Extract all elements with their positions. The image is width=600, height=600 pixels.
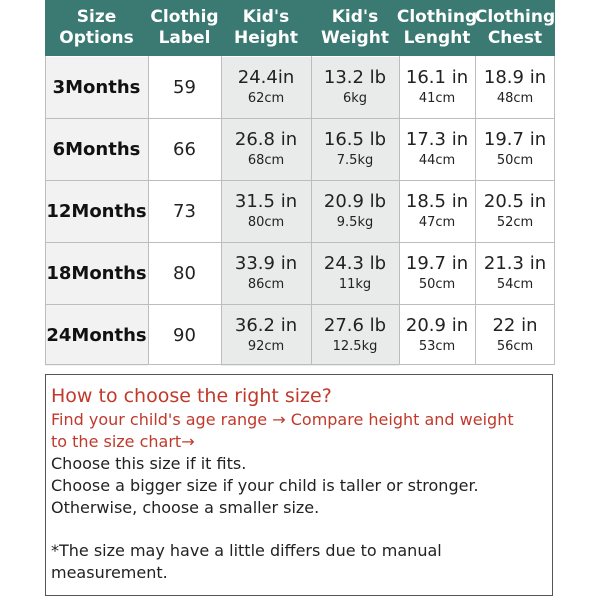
header-clothing-length: Clothing Lenght [396,7,478,48]
table-row [45,57,555,119]
notes-disclaimer: *The size may have a little differs due to manual [51,541,442,560]
height-value: 36.2 in 92cm [221,305,311,366]
size-guide-notes [45,374,553,596]
header-clothing-label: Clothig Label [150,7,219,48]
length-value: 17.3 in 44cm [399,119,475,180]
grid-line [45,118,555,119]
table-row [45,243,555,305]
grid-line [399,56,400,364]
table-row [45,305,555,367]
grid-line [45,242,555,243]
clothing-label-value: 66 [148,119,221,180]
grid-line [45,180,555,181]
chest-value: 22 in 56cm [475,305,555,366]
weight-value: 13.2 lb 6kg [311,57,399,118]
notes-line: Choose a bigger size if your child is taller or stronger. [51,476,479,495]
grid-line [475,56,476,364]
grid-line [45,304,555,305]
weight-value: 16.5 lb 7.5kg [311,119,399,180]
size-option: 3Months [45,57,148,118]
size-option: 12Months [45,181,148,242]
clothing-label-value: 73 [148,181,221,242]
length-value: 18.5 in 47cm [399,181,475,242]
notes-title: How to choose the right size? [51,385,332,407]
chest-value: 21.3 in 54cm [475,243,555,304]
height-value: 24.4in 62cm [221,57,311,118]
notes-line: Otherwise, choose a smaller size. [51,498,320,517]
height-value: 33.9 in 86cm [221,243,311,304]
chest-value: 18.9 in 48cm [475,57,555,118]
clothing-label-value: 90 [148,305,221,366]
weight-value: 27.6 lb 12.5kg [311,305,399,366]
clothing-label-value: 80 [148,243,221,304]
notes-disclaimer: measurement. [51,563,168,582]
weight-value: 20.9 lb 9.5kg [311,181,399,242]
chest-value: 20.5 in 52cm [475,181,555,242]
length-value: 19.7 in 50cm [399,243,475,304]
grid-line [311,56,312,364]
clothing-label-value: 59 [148,57,221,118]
header-kids-height: Kid's Height [234,7,298,48]
table-header [45,0,555,56]
notes-instruction: Find your child's age range → Compare height and weight [51,410,514,429]
grid-line [554,56,555,364]
table-row [45,181,555,243]
grid-line [45,56,46,364]
size-option: 24Months [45,305,148,366]
weight-value: 24.3 lb 11kg [311,243,399,304]
grid-line [45,364,555,365]
chest-value: 19.7 in 50cm [475,119,555,180]
header-clothing-chest: Clothing Chest [474,7,556,48]
height-value: 31.5 in 80cm [221,181,311,242]
size-option: 6Months [45,119,148,180]
spacer [51,519,552,540]
notes-line: Choose this size if it fits. [51,454,247,473]
size-option: 18Months [45,243,148,304]
grid-line [221,56,222,364]
size-chart [45,0,555,600]
table-row [45,119,555,181]
header-size-options: Size Options [59,7,134,48]
header-kids-weight: Kid's Weight [321,7,389,48]
length-value: 20.9 in 53cm [399,305,475,366]
height-value: 26.8 in 68cm [221,119,311,180]
length-value: 16.1 in 41cm [399,57,475,118]
notes-instruction: to the size chart→ [51,432,195,451]
grid-line [148,56,149,364]
